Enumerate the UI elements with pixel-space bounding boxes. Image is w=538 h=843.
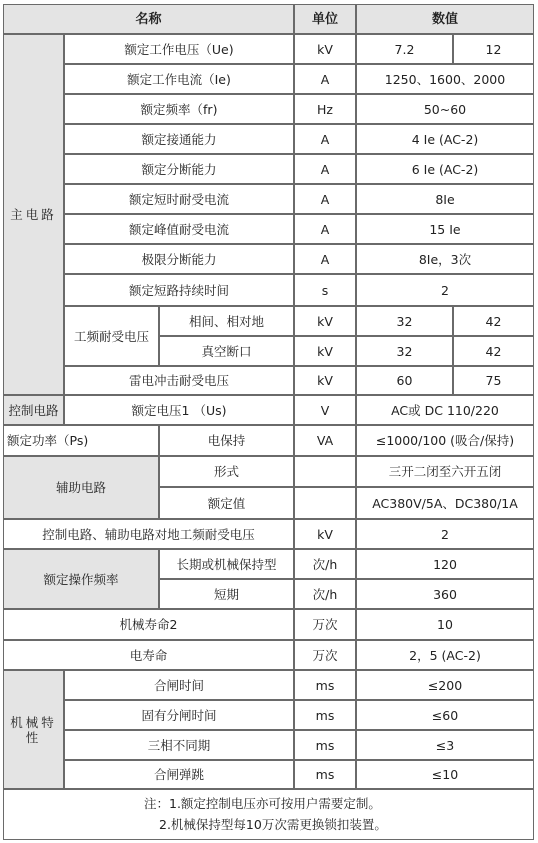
power-freq-label: 工频耐受电压	[64, 306, 159, 366]
power-freq-vacuum-name: 真空断口	[159, 336, 294, 366]
operating-freq-long-value: 120	[356, 549, 534, 579]
mech-life-name: 机械寿命2	[3, 609, 294, 640]
operating-freq-label: 额定操作频率	[3, 549, 159, 609]
lightning-value-b: 75	[453, 366, 534, 395]
power-freq-vacuum-value-b: 42	[453, 336, 534, 366]
insulation-unit: kV	[294, 519, 356, 549]
lightning-name: 雷电冲击耐受电压	[64, 366, 294, 395]
lightning-value-a: 60	[356, 366, 453, 395]
power-freq-vacuum-unit: kV	[294, 336, 356, 366]
aux-form-name: 形式	[159, 456, 294, 487]
control-power-value: ≤1000/100 (吸合/保持)	[356, 425, 534, 456]
rated-voltage-value-a: 7.2	[356, 34, 453, 64]
peak-current-value: 15 Ie	[356, 214, 534, 244]
asynchrony-value: ≤3	[356, 730, 534, 760]
mechanical-label: 机械特性	[3, 670, 64, 789]
aux-form-unit	[294, 456, 356, 487]
main-circuit-label: 主电路	[3, 34, 64, 395]
rated-current-name: 额定工作电流（Ie)	[64, 64, 294, 94]
opening-time-name: 固有分闸时间	[64, 700, 294, 730]
elec-life-unit: 万次	[294, 640, 356, 670]
bounce-name: 合闸弹跳	[64, 760, 294, 789]
closing-time-name: 合闸时间	[64, 670, 294, 700]
asynchrony-name: 三相不同期	[64, 730, 294, 760]
header-value: 数值	[356, 4, 534, 34]
note-line-1: 注：1.额定控制电压亦可按用户需要定制。	[144, 796, 381, 811]
operating-freq-long-name: 长期或机械保持型	[159, 549, 294, 579]
rated-current-value: 1250、1600、2000	[356, 64, 534, 94]
mech-life-unit: 万次	[294, 609, 356, 640]
peak-current-unit: A	[294, 214, 356, 244]
header-unit: 单位	[294, 4, 356, 34]
power-freq-phase-name: 相间、相对地	[159, 306, 294, 336]
rated-frequency-unit: Hz	[294, 94, 356, 124]
rated-current-unit: A	[294, 64, 356, 94]
mech-life-value: 10	[356, 609, 534, 640]
rated-voltage-value-b: 12	[453, 34, 534, 64]
bounce-unit: ms	[294, 760, 356, 789]
power-freq-phase-value-b: 42	[453, 306, 534, 336]
note-line-2: 2.机械保持型每10万次需更换锁扣装置。	[159, 817, 387, 832]
elec-life-value: 2，5 (AC-2)	[356, 640, 534, 670]
operating-freq-short-value: 360	[356, 579, 534, 609]
lightning-unit: kV	[294, 366, 356, 395]
control-power-name: 电保持	[159, 425, 294, 456]
insulation-value: 2	[356, 519, 534, 549]
breaking-capacity-name: 额定分断能力	[64, 154, 294, 184]
short-duration-unit: s	[294, 274, 356, 306]
control-voltage-value: AC或 DC 110/220	[356, 395, 534, 425]
aux-rating-value: AC380V/5A、DC380/1A	[356, 487, 534, 519]
making-capacity-name: 额定接通能力	[64, 124, 294, 154]
notes-box	[3, 789, 534, 840]
rated-frequency-value: 50~60	[356, 94, 534, 124]
opening-time-value: ≤60	[356, 700, 534, 730]
aux-rating-unit	[294, 487, 356, 519]
peak-current-name: 额定峰值耐受电流	[64, 214, 294, 244]
control-voltage-name: 额定电压1 （Us)	[64, 395, 294, 425]
short-duration-name: 额定短路持续时间	[64, 274, 294, 306]
control-power-unit: VA	[294, 425, 356, 456]
power-freq-phase-value-a: 32	[356, 306, 453, 336]
bounce-value: ≤10	[356, 760, 534, 789]
rated-frequency-name: 额定频率（fr)	[64, 94, 294, 124]
short-duration-value: 2	[356, 274, 534, 306]
operating-freq-short-unit: 次/h	[294, 579, 356, 609]
aux-circuit-label: 辅助电路	[3, 456, 159, 519]
short-time-current-name: 额定短时耐受电流	[64, 184, 294, 214]
control-circuit-label: 控制电路	[3, 395, 64, 425]
breaking-capacity-value: 6 Ie (AC-2)	[356, 154, 534, 184]
limit-breaking-unit: A	[294, 244, 356, 274]
asynchrony-unit: ms	[294, 730, 356, 760]
limit-breaking-value: 8Ie，3次	[356, 244, 534, 274]
opening-time-unit: ms	[294, 700, 356, 730]
limit-breaking-name: 极限分断能力	[64, 244, 294, 274]
closing-time-value: ≤200	[356, 670, 534, 700]
insulation-name: 控制电路、辅助电路对地工频耐受电压	[3, 519, 294, 549]
breaking-capacity-unit: A	[294, 154, 356, 184]
operating-freq-long-unit: 次/h	[294, 549, 356, 579]
making-capacity-unit: A	[294, 124, 356, 154]
control-power-label: 额定功率（Ps)	[3, 425, 159, 456]
header-name: 名称	[3, 4, 294, 34]
aux-rating-name: 额定值	[159, 487, 294, 519]
operating-freq-short-name: 短期	[159, 579, 294, 609]
rated-voltage-unit: kV	[294, 34, 356, 64]
aux-form-value: 三开二闭至六开五闭	[356, 456, 534, 487]
elec-life-name: 电寿命	[3, 640, 294, 670]
rated-voltage-name: 额定工作电压（Ue)	[64, 34, 294, 64]
short-time-current-value: 8Ie	[356, 184, 534, 214]
making-capacity-value: 4 Ie (AC-2)	[356, 124, 534, 154]
short-time-current-unit: A	[294, 184, 356, 214]
power-freq-vacuum-value-a: 32	[356, 336, 453, 366]
power-freq-phase-unit: kV	[294, 306, 356, 336]
control-voltage-unit: V	[294, 395, 356, 425]
closing-time-unit: ms	[294, 670, 356, 700]
